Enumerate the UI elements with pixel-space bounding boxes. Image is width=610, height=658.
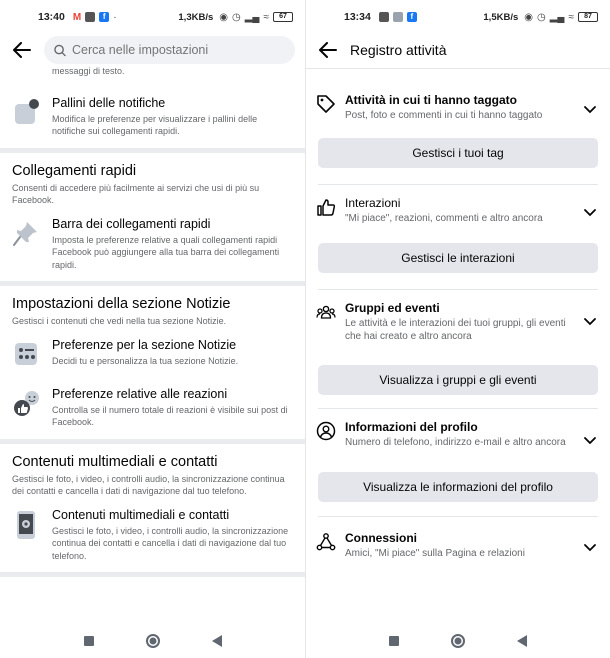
media-contacts-desc: Gestisci le foto, i video, i controlli audio, la sincronizzazione continua dei contatti e cancella i dati di navigazione dal tuo telefono. — [52, 525, 289, 561]
settings-list — [0, 66, 305, 624]
notification-dots-item[interactable] — [0, 96, 305, 138]
connections-title: Connessioni — [345, 531, 418, 545]
page-title: Registro attività — [350, 42, 447, 58]
square-icon — [84, 636, 94, 646]
triangle-back-icon — [212, 635, 222, 647]
profile-icon — [316, 421, 336, 441]
recents-button[interactable] — [386, 633, 402, 649]
shortcut-bar-item[interactable] — [0, 217, 305, 272]
silent-icon: ◉ — [524, 11, 533, 23]
home-button[interactable] — [145, 633, 161, 649]
notification-dots-desc: Modifica le preferenze per visualizzare i pallini delle notifiche sui collegamenti rapidi. — [52, 113, 258, 136]
profile-info-desc: Numero di telefono, indirizzo e-mail e altro ancora — [345, 437, 566, 448]
square-icon — [389, 636, 399, 646]
network-speed: 1,5KB/s — [483, 11, 519, 23]
notification-dot-icon — [12, 98, 40, 126]
pushpin-icon — [12, 219, 40, 247]
tagged-activity-desc: Post, foto e commenti in cui ti hanno taggato — [345, 110, 543, 121]
right-screen — [305, 0, 610, 658]
phone-settings-icon — [12, 510, 40, 540]
interactions-category[interactable] — [306, 196, 610, 225]
gmail-icon: M — [72, 11, 82, 23]
chevron-down-icon — [584, 437, 596, 445]
search-icon — [54, 44, 66, 57]
cut-item — [0, 66, 305, 78]
news-feed-desc: Gestisci i contenuti che vedi nella tua sezione Notizie. — [12, 316, 227, 326]
divider — [318, 289, 598, 290]
wifi-icon: ≈ — [568, 11, 574, 23]
back-button[interactable] — [316, 38, 340, 62]
profile-info-title: Informazioni del profilo — [345, 420, 478, 434]
search-box[interactable] — [44, 36, 295, 64]
connections-desc: Amici, "Mi piace" sulla Pagina e relazioni — [345, 548, 525, 559]
search-input[interactable] — [72, 43, 285, 57]
signal-icon: ▂▄ — [549, 11, 565, 23]
media-heading: Contenuti multimediali e contatti — [12, 453, 218, 470]
shortcut-bar-title: Barra dei collegamenti rapidi — [52, 216, 211, 231]
divider — [0, 572, 305, 577]
media-desc: Gestisci le foto, i video, i controlli audio, la sincronizzazione continua dei contatti e cancella i dati di navigazione dal tuo telefono. — [12, 473, 285, 496]
divider — [318, 184, 598, 185]
back-button[interactable] — [10, 38, 34, 62]
manage-tags-button[interactable]: Gestisci i tuoi tag — [318, 138, 598, 168]
media-contacts-item[interactable] — [0, 508, 305, 563]
chevron-down-icon — [584, 318, 596, 326]
media-contacts-title: Contenuti multimediali e contatti — [52, 507, 230, 522]
chevron-down-icon — [584, 544, 596, 552]
chevron-down-icon — [584, 209, 596, 217]
interactions-desc: "Mi piace", reazioni, commenti e altro ancora — [345, 213, 543, 224]
nav-back-button[interactable] — [514, 633, 530, 649]
system-nav-bar — [306, 624, 610, 658]
shortcuts-desc: Consenti di accedere più facilmente ai servizi che usi di più su Facebook. — [12, 182, 260, 205]
gallery-icon — [379, 12, 389, 22]
news-feed-preferences-desc: Decidi tu e personalizza la tua sezione Notizie. — [52, 355, 239, 366]
nav-back-button[interactable] — [209, 633, 225, 649]
facebook-icon: f — [99, 12, 109, 22]
news-feed-heading: Impostazioni della sezione Notizie — [12, 296, 231, 312]
more-notifications-icon: · — [113, 11, 117, 23]
activity-categories — [306, 68, 610, 624]
divider — [318, 408, 598, 409]
facebook-icon: f — [407, 12, 417, 22]
groups-events-desc: Le attività e le interazioni dei tuoi gruppi, gli eventi che hai creato e altro ancora — [345, 318, 566, 342]
reactions-preferences-desc: Controlla se il numero totale di reazioni è visibile sui post di Facebook. — [52, 404, 288, 427]
alarm-icon: ◷ — [536, 11, 546, 23]
chevron-down-icon — [584, 106, 596, 114]
gallery-icon — [85, 12, 95, 22]
messenger-icon — [393, 12, 403, 22]
home-button[interactable] — [450, 633, 466, 649]
groups-icon — [316, 302, 336, 322]
profile-info-category[interactable] — [306, 420, 610, 450]
groups-events-category[interactable] — [306, 301, 610, 343]
shortcuts-heading: Collegamenti rapidi — [12, 162, 137, 179]
notification-dots-title: Pallini delle notifiche — [52, 95, 166, 110]
connections-category[interactable] — [306, 531, 610, 560]
view-profile-info-button[interactable]: Visualizza le informazioni del profilo — [318, 472, 598, 502]
news-feed-preferences-title: Preferenze per la sezione Notizie — [52, 337, 237, 352]
status-bar — [0, 0, 305, 34]
news-feed-preferences-item[interactable] — [0, 338, 305, 373]
news-feed-icon — [12, 340, 40, 368]
reactions-preferences-title: Preferenze relative alle reazioni — [52, 386, 228, 401]
signal-icon: ▂▄ — [244, 11, 260, 23]
settings-header — [0, 34, 305, 66]
recents-button[interactable] — [81, 633, 97, 649]
battery-icon: 87 — [578, 12, 598, 22]
activity-log-header — [306, 34, 610, 66]
arrow-left-icon — [13, 42, 31, 58]
thumbs-up-icon — [316, 197, 336, 217]
divider — [318, 516, 598, 517]
network-speed: 1,3KB/s — [178, 11, 214, 23]
view-groups-events-button[interactable]: Visualizza i gruppi e gli eventi — [318, 365, 598, 395]
silent-icon: ◉ — [219, 11, 228, 23]
system-nav-bar — [0, 624, 305, 658]
tagged-activity-title: Attività in cui ti hanno taggato — [345, 93, 517, 107]
triangle-back-icon — [517, 635, 527, 647]
tag-icon — [316, 94, 336, 114]
tagged-activity-category[interactable] — [306, 93, 610, 122]
reactions-icon — [12, 389, 40, 417]
battery-icon: 67 — [273, 12, 293, 22]
reactions-preferences-item[interactable] — [0, 387, 305, 429]
status-bar — [306, 0, 610, 34]
manage-interactions-button[interactable]: Gestisci le interazioni — [318, 243, 598, 273]
cut-item-desc: messaggi di testo. — [52, 66, 125, 76]
circle-icon — [451, 634, 465, 648]
wifi-icon: ≈ — [263, 11, 269, 23]
status-time: 13:40 — [38, 11, 65, 23]
groups-events-title: Gruppi ed eventi — [345, 301, 440, 315]
interactions-title: Interazioni — [345, 196, 401, 210]
arrow-left-icon — [319, 42, 337, 58]
status-time: 13:34 — [344, 11, 371, 23]
circle-icon — [146, 634, 160, 648]
connections-icon — [316, 532, 336, 552]
alarm-icon: ◷ — [231, 11, 241, 23]
shortcut-bar-desc: Imposta le preferenze relative a quali collegamenti rapidi Facebook può aggiungere alla tua barra dei collegamenti rapidi. — [52, 234, 280, 270]
